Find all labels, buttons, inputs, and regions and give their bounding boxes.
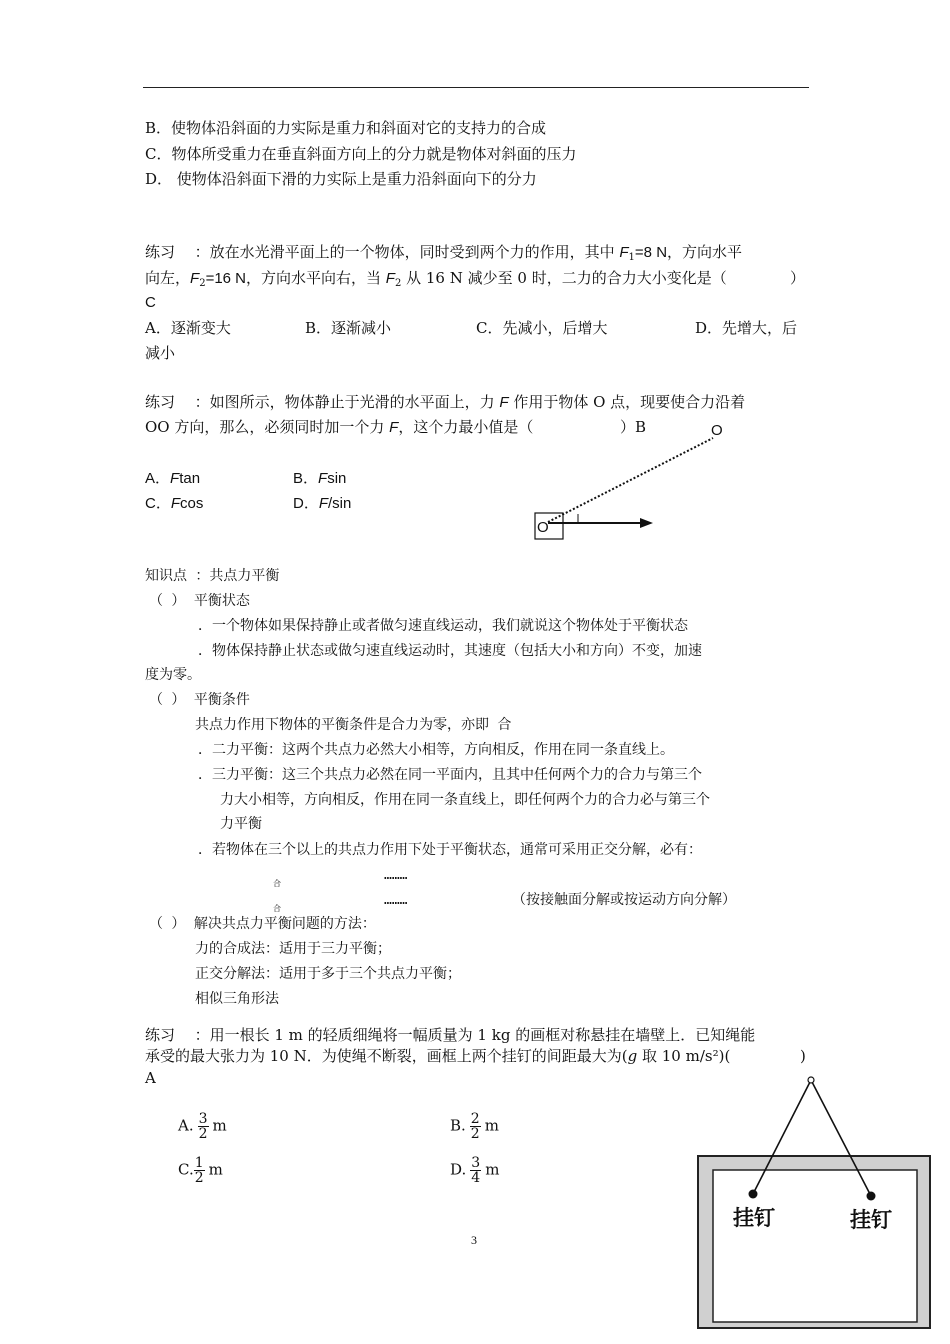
nail-left-label: 挂钉 bbox=[733, 1206, 775, 1230]
force-f1-symbol: F bbox=[619, 244, 629, 261]
section1-heading: （ ） 平衡状态 bbox=[149, 593, 250, 609]
nail-right-label: 挂钉 bbox=[850, 1208, 892, 1232]
exercise2-answer: ）B bbox=[620, 418, 647, 436]
equation-he-2: 合 bbox=[273, 904, 281, 913]
wall-nail bbox=[808, 1077, 814, 1083]
force-f1-sub: 1 bbox=[628, 252, 635, 263]
exercise1-option-d: D．先增大，后 bbox=[695, 319, 798, 337]
exercise1-option-d-wrap: 减小 bbox=[145, 344, 176, 362]
exercise3-option-a: A. $\frac{3}{2}$ m bbox=[178, 1111, 227, 1142]
exercise1-line2 bbox=[145, 268, 727, 294]
force-f-symbol: F bbox=[499, 394, 509, 411]
exercise1-text1: ：放在水光滑平面上的一个物体，同时受到两个力的作用，其中 bbox=[194, 243, 615, 261]
force-f-arrowhead bbox=[640, 518, 653, 528]
exercise3-text3: 取 10 m/s²)( bbox=[637, 1047, 731, 1065]
exercise2-label: 练习 bbox=[145, 393, 176, 411]
exercise2-option-d: D．F/sin bbox=[293, 495, 352, 512]
section2-condition: 共点力作用下物体的平衡条件是合力为零，亦即 合 bbox=[195, 717, 512, 733]
header-rule bbox=[143, 87, 809, 88]
section1-item-b-wrap: 度为零。 bbox=[145, 667, 201, 683]
exercise2-text2: 作用于物体 O 点，现要使合力沿着 bbox=[513, 393, 746, 411]
equation-he-1: 合 bbox=[273, 879, 281, 888]
section3-heading: （ ） 解决共点力平衡问题的方法： bbox=[149, 916, 376, 932]
section1-item-a: ．一个物体如果保持静止或者做匀速直线运动，我们就说这个物体处于平衡状态 bbox=[198, 618, 688, 634]
exercise1-text4: =16 N，方向水平向右，当 bbox=[205, 270, 382, 287]
knowledge-point-title: 知识点 ：共点力平衡 bbox=[145, 568, 280, 584]
exercise1-bracket-close: ） bbox=[790, 269, 806, 287]
exercise2-option-b: B．Fsin bbox=[293, 470, 347, 487]
exercise1-option-c: C．先减小，后增大 bbox=[476, 319, 608, 337]
force-f2b-sub: 2 bbox=[394, 278, 402, 289]
exercise2-text1: ：如图所示，物体静止于光滑的水平面上，力 bbox=[194, 393, 495, 411]
exercise3-option-b: B. $\frac{2}{2}$ m bbox=[450, 1111, 499, 1142]
point-o-top-label: O bbox=[711, 422, 723, 439]
section2-heading: （ ） 平衡条件 bbox=[149, 692, 250, 708]
exercise3-option-d: D. $\frac{3}{4}$ m bbox=[450, 1155, 500, 1186]
section2-item-c: ．三力平衡：这三个共点力必然在同一平面内，且其中任何两个力的合力与第三个 bbox=[198, 767, 702, 783]
exercise2-line2 bbox=[145, 417, 533, 438]
exercise3-text1: ：用一根长 1 m 的轻质细绳将一幅质量为 1 kg 的画框对称悬挂在墙壁上．已知绳能 bbox=[194, 1026, 756, 1044]
nail-right-dot bbox=[867, 1192, 876, 1201]
exercise1-text2: =8 N，方向水平 bbox=[634, 244, 743, 261]
point-o-box-label: O bbox=[537, 519, 549, 536]
prev-option-c: C．物体所受重力在垂直斜面方向上的分力就是物体对斜面的压力 bbox=[145, 145, 577, 163]
exercise3-text2: 承受的最大张力为 10 N．为使绳不断裂，画框上两个挂钉的间距最大为( bbox=[145, 1047, 628, 1065]
method-orthogonal: 正交分解法：适用于多于三个共点力平衡； bbox=[195, 966, 461, 982]
section2-item-c-wrap1: 力大小相等，方向相反，作用在同一条直线上，即任何两个力的合力必与第三个 bbox=[220, 792, 710, 808]
picture-frame-diagram bbox=[695, 1072, 935, 1332]
prev-option-b: B．使物体沿斜面的力实际是重力和斜面对它的支持力的合成 bbox=[145, 119, 547, 137]
exercise2-option-a: A．Ftan bbox=[145, 470, 201, 487]
exercise3-label: 练习 bbox=[145, 1026, 176, 1044]
exercise1-option-a: A．逐渐变大 bbox=[145, 319, 231, 337]
nail-left-dot bbox=[749, 1190, 758, 1199]
exercise2-option-c: C．Fcos bbox=[145, 495, 204, 512]
section2-item-d: ．若物体在三个以上的共点力作用下处于平衡状态，通常可采用正交分解，必有： bbox=[198, 842, 702, 858]
decomposition-note: （按接触面分解或按运动方向分解） bbox=[512, 892, 736, 908]
prev-option-d: D． 使物体沿斜面下滑的力实际上是重力沿斜面向下的分力 bbox=[145, 170, 537, 188]
gravity-symbol: g bbox=[627, 1047, 638, 1065]
force-f-symbol-2: F bbox=[389, 419, 399, 436]
exercise3-option-c: C. $\frac{1}{2}$ m bbox=[178, 1155, 223, 1186]
exercise1-answer: C bbox=[145, 294, 156, 311]
exercise1-text3: 向左， bbox=[145, 269, 191, 287]
exercise3-line1 bbox=[145, 1025, 755, 1045]
exercise3-answer: A bbox=[145, 1069, 156, 1087]
equation-dots-2: ……… bbox=[384, 893, 408, 908]
exercise2-text3: OO 方向，那么，必须同时加一个力 bbox=[145, 418, 385, 436]
force-f2-symbol: F bbox=[190, 270, 200, 287]
exercise1-text5: 从 16 N 减少至 0 时，二力的合力大小变化是（ bbox=[406, 269, 727, 287]
frame-inner bbox=[713, 1170, 917, 1322]
exercise3-line2 bbox=[145, 1046, 730, 1066]
force-f2b-symbol: F bbox=[385, 270, 395, 287]
method-composition: 力的合成法：适用于三力平衡； bbox=[195, 941, 391, 957]
exercise2-text4: ，这个力最小值是（ bbox=[398, 418, 534, 436]
section1-item-b: ．物体保持静止状态或做匀速直线运动时，其速度（包括大小和方向）不变，加速 bbox=[198, 643, 702, 659]
exercise1-line1 bbox=[145, 242, 742, 268]
method-similar-triangles: 相似三角形法 bbox=[195, 991, 279, 1007]
dotted-resultant-line bbox=[548, 438, 713, 522]
force-diagram bbox=[520, 418, 740, 548]
section2-item-b: ．二力平衡：这两个共点力必然大小相等，方向相反，作用在同一条直线上。 bbox=[198, 742, 674, 758]
exercise1-label: 练习 bbox=[145, 243, 176, 261]
equation-dots-1: ……… bbox=[384, 868, 408, 883]
page-number: 3 bbox=[471, 1233, 477, 1247]
exercise2-line1 bbox=[145, 392, 745, 413]
exercise1-option-b: B．逐渐减小 bbox=[305, 319, 392, 337]
exercise3-bracket-close: ) bbox=[800, 1047, 806, 1065]
section2-item-c-wrap2: 力平衡 bbox=[220, 816, 262, 832]
force-f2-sub: 2 bbox=[199, 278, 206, 289]
